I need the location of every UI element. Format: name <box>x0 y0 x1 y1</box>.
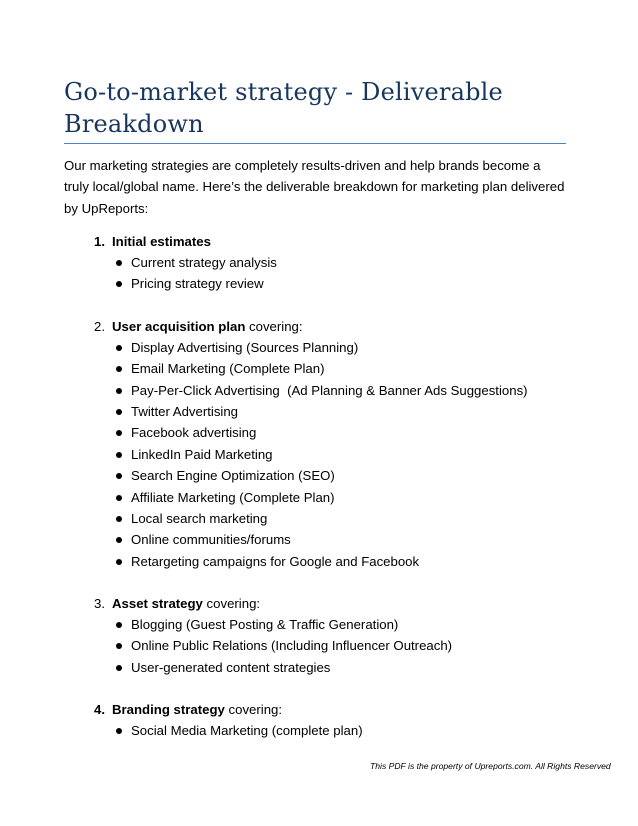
list-item: Local search marketing <box>64 508 584 529</box>
bullet-icon <box>116 452 122 458</box>
list-item: Online Public Relations (Including Influencer Outreach) <box>64 635 584 656</box>
bullet-icon <box>116 366 122 372</box>
section-number: 2. <box>94 318 105 334</box>
section-branding-strategy <box>64 699 584 741</box>
section-heading <box>64 231 584 252</box>
section-heading <box>64 593 584 614</box>
section-title: Asset strategy <box>112 596 203 612</box>
section-title: Initial estimates <box>112 234 211 249</box>
bullet-icon <box>116 728 122 734</box>
bullet-list <box>64 337 584 572</box>
bullet-icon <box>116 665 122 671</box>
list-item: Current strategy analysis <box>64 252 584 273</box>
bullet-icon <box>116 281 122 287</box>
section-heading <box>64 316 584 337</box>
page-title: Go-to-market strategy - Deliverable Breakdown <box>64 78 503 138</box>
bullet-list <box>64 720 584 741</box>
bullet-icon <box>116 622 122 628</box>
list-item: Pay-Per-Click Advertising (Ad Planning & Banner Ads Suggestions) <box>64 380 584 401</box>
list-item: Pricing strategy review <box>64 273 584 294</box>
section-number: 1. <box>94 234 105 249</box>
list-item: Facebook advertising <box>64 422 584 443</box>
section-title: Branding strategy <box>112 702 225 718</box>
section-number: 4. <box>94 702 105 718</box>
bullet-icon <box>116 345 122 351</box>
section-user-acquisition <box>64 316 584 572</box>
bullet-icon <box>116 388 122 394</box>
bullet-icon <box>116 430 122 436</box>
list-item: Search Engine Optimization (SEO) <box>64 465 584 486</box>
list-item: LinkedIn Paid Marketing <box>64 444 584 465</box>
bullet-icon <box>116 409 122 415</box>
title-divider <box>64 143 566 144</box>
list-item: Blogging (Guest Posting & Traffic Generation) <box>64 614 584 635</box>
list-item: Twitter Advertising <box>64 401 584 422</box>
bullet-icon <box>116 559 122 565</box>
bullet-icon <box>116 537 122 543</box>
bullet-icon <box>116 473 122 479</box>
section-suffix: covering: <box>202 596 261 612</box>
section-asset-strategy <box>64 593 584 678</box>
list-item: Email Marketing (Complete Plan) <box>64 358 584 379</box>
section-title: User acquisition plan <box>112 318 246 334</box>
section-initial-estimates <box>64 231 584 295</box>
list-item: Social Media Marketing (complete plan) <box>64 720 584 741</box>
bullet-icon <box>116 516 122 522</box>
deliverable-list <box>64 231 584 742</box>
bullet-list <box>64 252 584 295</box>
list-item: Affiliate Marketing (Complete Plan) <box>64 487 584 508</box>
list-item: User-generated content strategies <box>64 657 584 678</box>
list-item: Retargeting campaigns for Google and Facebook <box>64 551 584 572</box>
bullet-list <box>64 614 584 678</box>
section-suffix: covering: <box>245 318 303 334</box>
bullet-icon <box>116 495 122 501</box>
section-suffix: covering: <box>224 702 283 718</box>
list-item: Display Advertising (Sources Planning) <box>64 337 584 358</box>
footer-copyright: This PDF is the property of Upreports.com. All Rights Reserved <box>370 761 611 771</box>
bullet-icon <box>116 260 122 266</box>
section-number: 3. <box>94 596 105 612</box>
intro-paragraph: Our marketing strategies are completely results-driven and help brands become a truly local/global name. Here’s the deliverable breakdown for marketing plan delivered by UpReports: <box>64 158 565 216</box>
bullet-icon <box>116 643 122 649</box>
section-heading <box>64 699 584 720</box>
list-item: Online communities/forums <box>64 529 584 550</box>
